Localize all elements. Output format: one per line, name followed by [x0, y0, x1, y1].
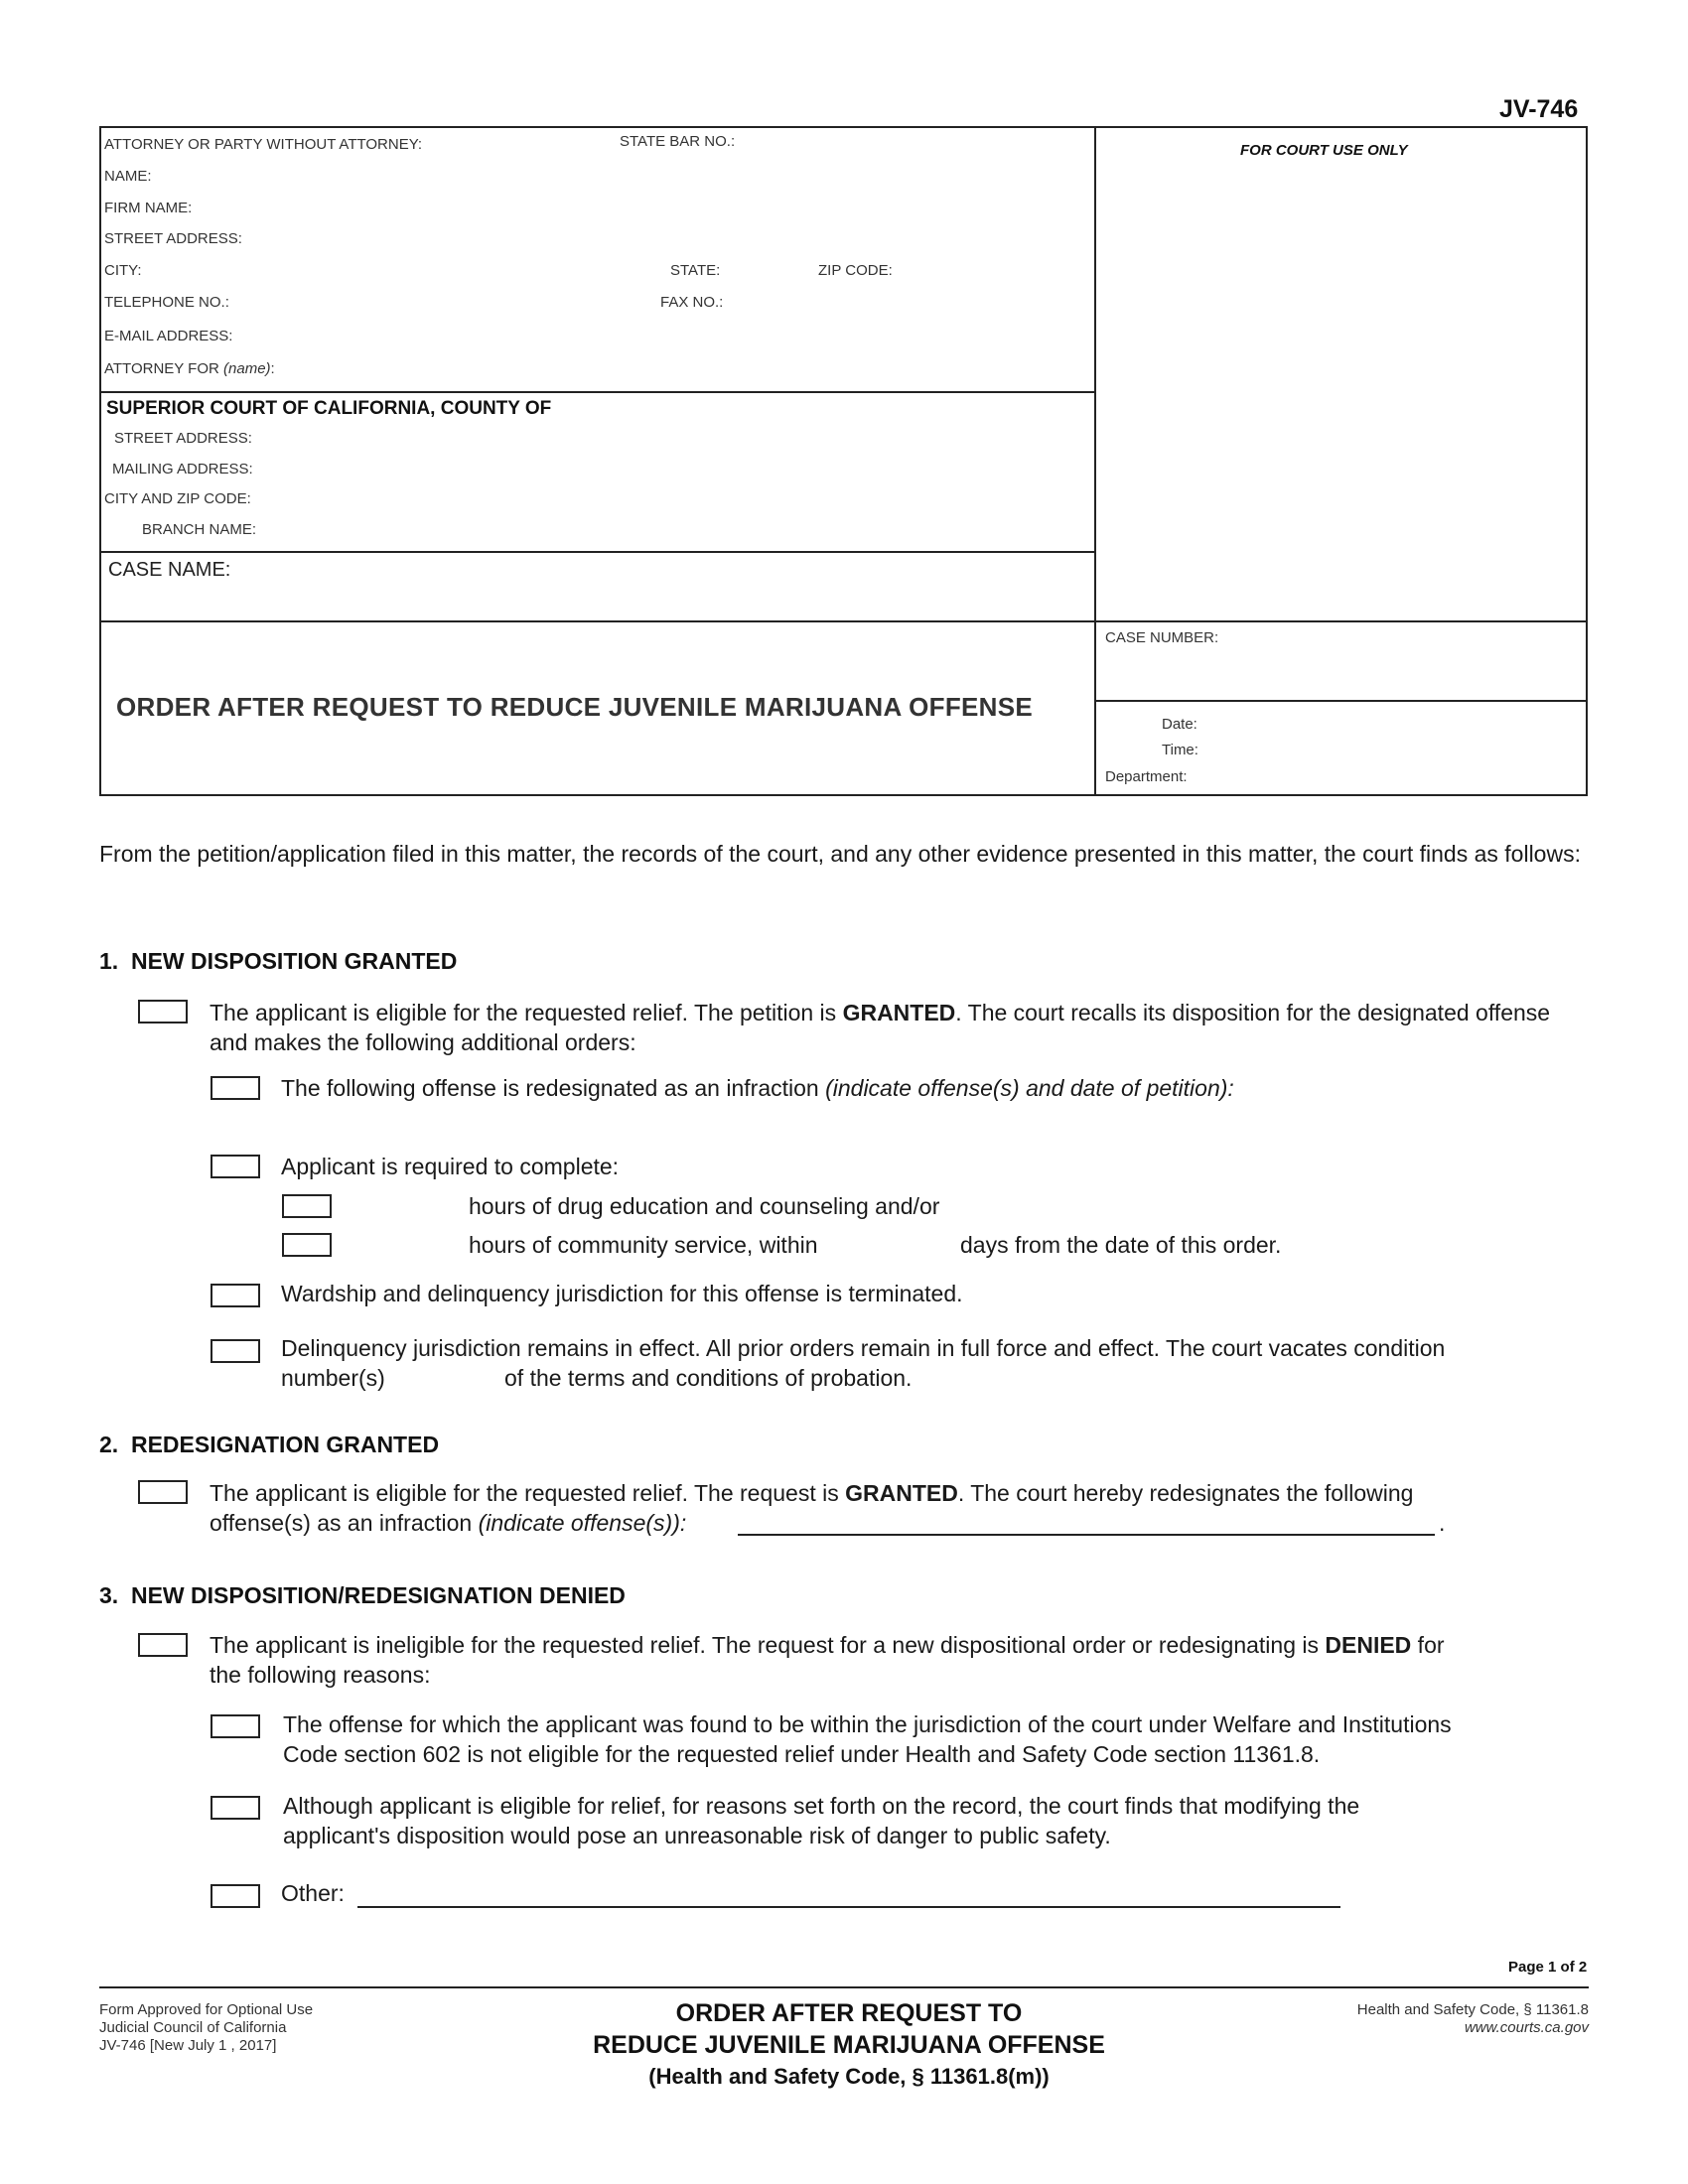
section-3-text-2: the following reasons:	[210, 1662, 431, 1688]
redesignation-granted-checkbox[interactable]	[138, 1480, 188, 1504]
section-2-text-1: The applicant is eligible for the requested relief. The request is GRANTED. The court hereby redesignates the following	[210, 1480, 1414, 1506]
other-label: Other:	[281, 1880, 345, 1906]
drug-education-text: hours of drug education and counseling and/or	[469, 1193, 940, 1219]
attorney-for-label: ATTORNEY FOR (name):	[104, 360, 275, 377]
court-street-label: STREET ADDRESS:	[114, 430, 252, 447]
section-3-text-1: The applicant is ineligible for the requested relief. The request for a new dispositional order or redesignating is DENIED for	[210, 1632, 1445, 1658]
street-address-label: STREET ADDRESS:	[104, 230, 242, 247]
section-2-text-2: offense(s) as an infraction (indicate offense(s)):	[210, 1510, 687, 1536]
other-reason-line[interactable]	[357, 1906, 1340, 1908]
section-3-heading: 3. NEW DISPOSITION/REDESIGNATION DENIED	[99, 1582, 626, 1608]
caption-box	[99, 126, 1588, 796]
new-disposition-granted-checkbox[interactable]	[138, 1000, 188, 1024]
order-title: ORDER AFTER REQUEST TO REDUCE JUVENILE MARIJUANA OFFENSE	[116, 692, 1034, 722]
delinquency-remains-checkbox[interactable]	[211, 1339, 260, 1363]
intro-paragraph: From the petition/application filed in this matter, the records of the court, and any other evidence presented in this matter, the court finds as follows:	[99, 841, 1581, 867]
required-to-complete-checkbox[interactable]	[211, 1155, 260, 1178]
community-service-checkbox[interactable]	[282, 1233, 332, 1257]
drug-education-checkbox[interactable]	[282, 1194, 332, 1218]
footer-left: Form Approved for Optional Use Judicial Council of California JV-746 [New July 1 , 2017]	[99, 2001, 314, 2054]
not-eligible-text-1: The offense for which the applicant was found to be within the jurisdiction of the court under Welfare and Institutions	[283, 1711, 1452, 1737]
footer-rule	[99, 1986, 1589, 1988]
section-2-heading: 2. REDESIGNATION GRANTED	[99, 1432, 440, 1457]
form-id: JV-746	[1499, 95, 1579, 123]
footer-right: Health and Safety Code, § 11361.8 www.courts.ca.gov	[1356, 2001, 1589, 2036]
court-title: SUPERIOR COURT OF CALIFORNIA, COUNTY OF	[106, 398, 552, 419]
public-safety-text-1: Although applicant is eligible for relief, for reasons set forth on the record, the court finds that modifying the	[283, 1793, 1360, 1819]
public-safety-checkbox[interactable]	[211, 1796, 260, 1820]
required-to-complete-text: Applicant is required to complete:	[281, 1154, 620, 1179]
case-name-label: CASE NAME:	[108, 559, 231, 581]
time-label: Time:	[1162, 742, 1198, 758]
denied-checkbox[interactable]	[138, 1633, 188, 1657]
community-service-text: hours of community service, within	[469, 1232, 818, 1258]
court-use-only: FOR COURT USE ONLY	[1240, 142, 1408, 159]
redesignate-infraction-text: The following offense is redesignated as an infraction (indicate offense(s) and date of petition):	[281, 1075, 1234, 1101]
telephone-label: TELEPHONE NO.:	[104, 294, 229, 311]
state-bar-label: STATE BAR NO.:	[620, 133, 736, 150]
delinquency-remains-text-2: number(s)	[281, 1365, 385, 1391]
court-city-zip-label: CITY AND ZIP CODE:	[104, 490, 251, 507]
footer-title: ORDER AFTER REQUEST TO REDUCE JUVENILE MARIJUANA OFFENSE (Health and Safety Code, § 11361.8(m))	[593, 1999, 1105, 2089]
email-label: E-MAIL ADDRESS:	[104, 328, 233, 344]
case-number-label: CASE NUMBER:	[1105, 629, 1219, 646]
not-eligible-text-2: Code section 602 is not eligible for the requested relief under Health and Safety Code section 11361.8.	[283, 1741, 1321, 1767]
name-label: NAME:	[104, 168, 152, 185]
community-service-days-text: days from the date of this order.	[960, 1232, 1282, 1258]
redesignated-offense-line[interactable]	[738, 1534, 1435, 1536]
wardship-terminated-checkbox[interactable]	[211, 1284, 260, 1307]
fax-label: FAX NO.:	[660, 294, 724, 311]
wardship-terminated-text: Wardship and delinquency jurisdiction for this offense is terminated.	[281, 1281, 963, 1306]
public-safety-text-2: applicant's disposition would pose an unreasonable risk of danger to public safety.	[283, 1823, 1111, 1848]
redesignate-infraction-checkbox[interactable]	[211, 1076, 260, 1100]
attorney-label: ATTORNEY OR PARTY WITHOUT ATTORNEY:	[104, 136, 423, 153]
zip-code-label: ZIP CODE:	[818, 262, 893, 279]
section-2-period: .	[1439, 1510, 1446, 1536]
branch-name-label: BRANCH NAME:	[142, 521, 257, 538]
other-checkbox[interactable]	[211, 1884, 260, 1908]
firm-name-label: FIRM NAME:	[104, 200, 193, 216]
page-number: Page 1 of 2	[1508, 1959, 1588, 1976]
section-1-text: The applicant is eligible for the requested relief. The petition is GRANTED. The court recalls its disposition for the designated offense and makes the following additional orders:	[210, 1000, 1551, 1055]
department-label: Department:	[1105, 768, 1188, 785]
state-label: STATE:	[670, 262, 721, 279]
not-eligible-checkbox[interactable]	[211, 1714, 260, 1738]
delinquency-remains-text-3: of the terms and conditions of probation.	[504, 1365, 913, 1391]
date-label: Date:	[1162, 716, 1197, 733]
city-label: CITY:	[104, 262, 142, 279]
court-mailing-label: MAILING ADDRESS:	[112, 461, 253, 478]
section-1-heading: 1. NEW DISPOSITION GRANTED	[99, 948, 458, 974]
delinquency-remains-text-1: Delinquency jurisdiction remains in effect. All prior orders remain in full force and effect. The court vacates condition	[281, 1335, 1446, 1361]
